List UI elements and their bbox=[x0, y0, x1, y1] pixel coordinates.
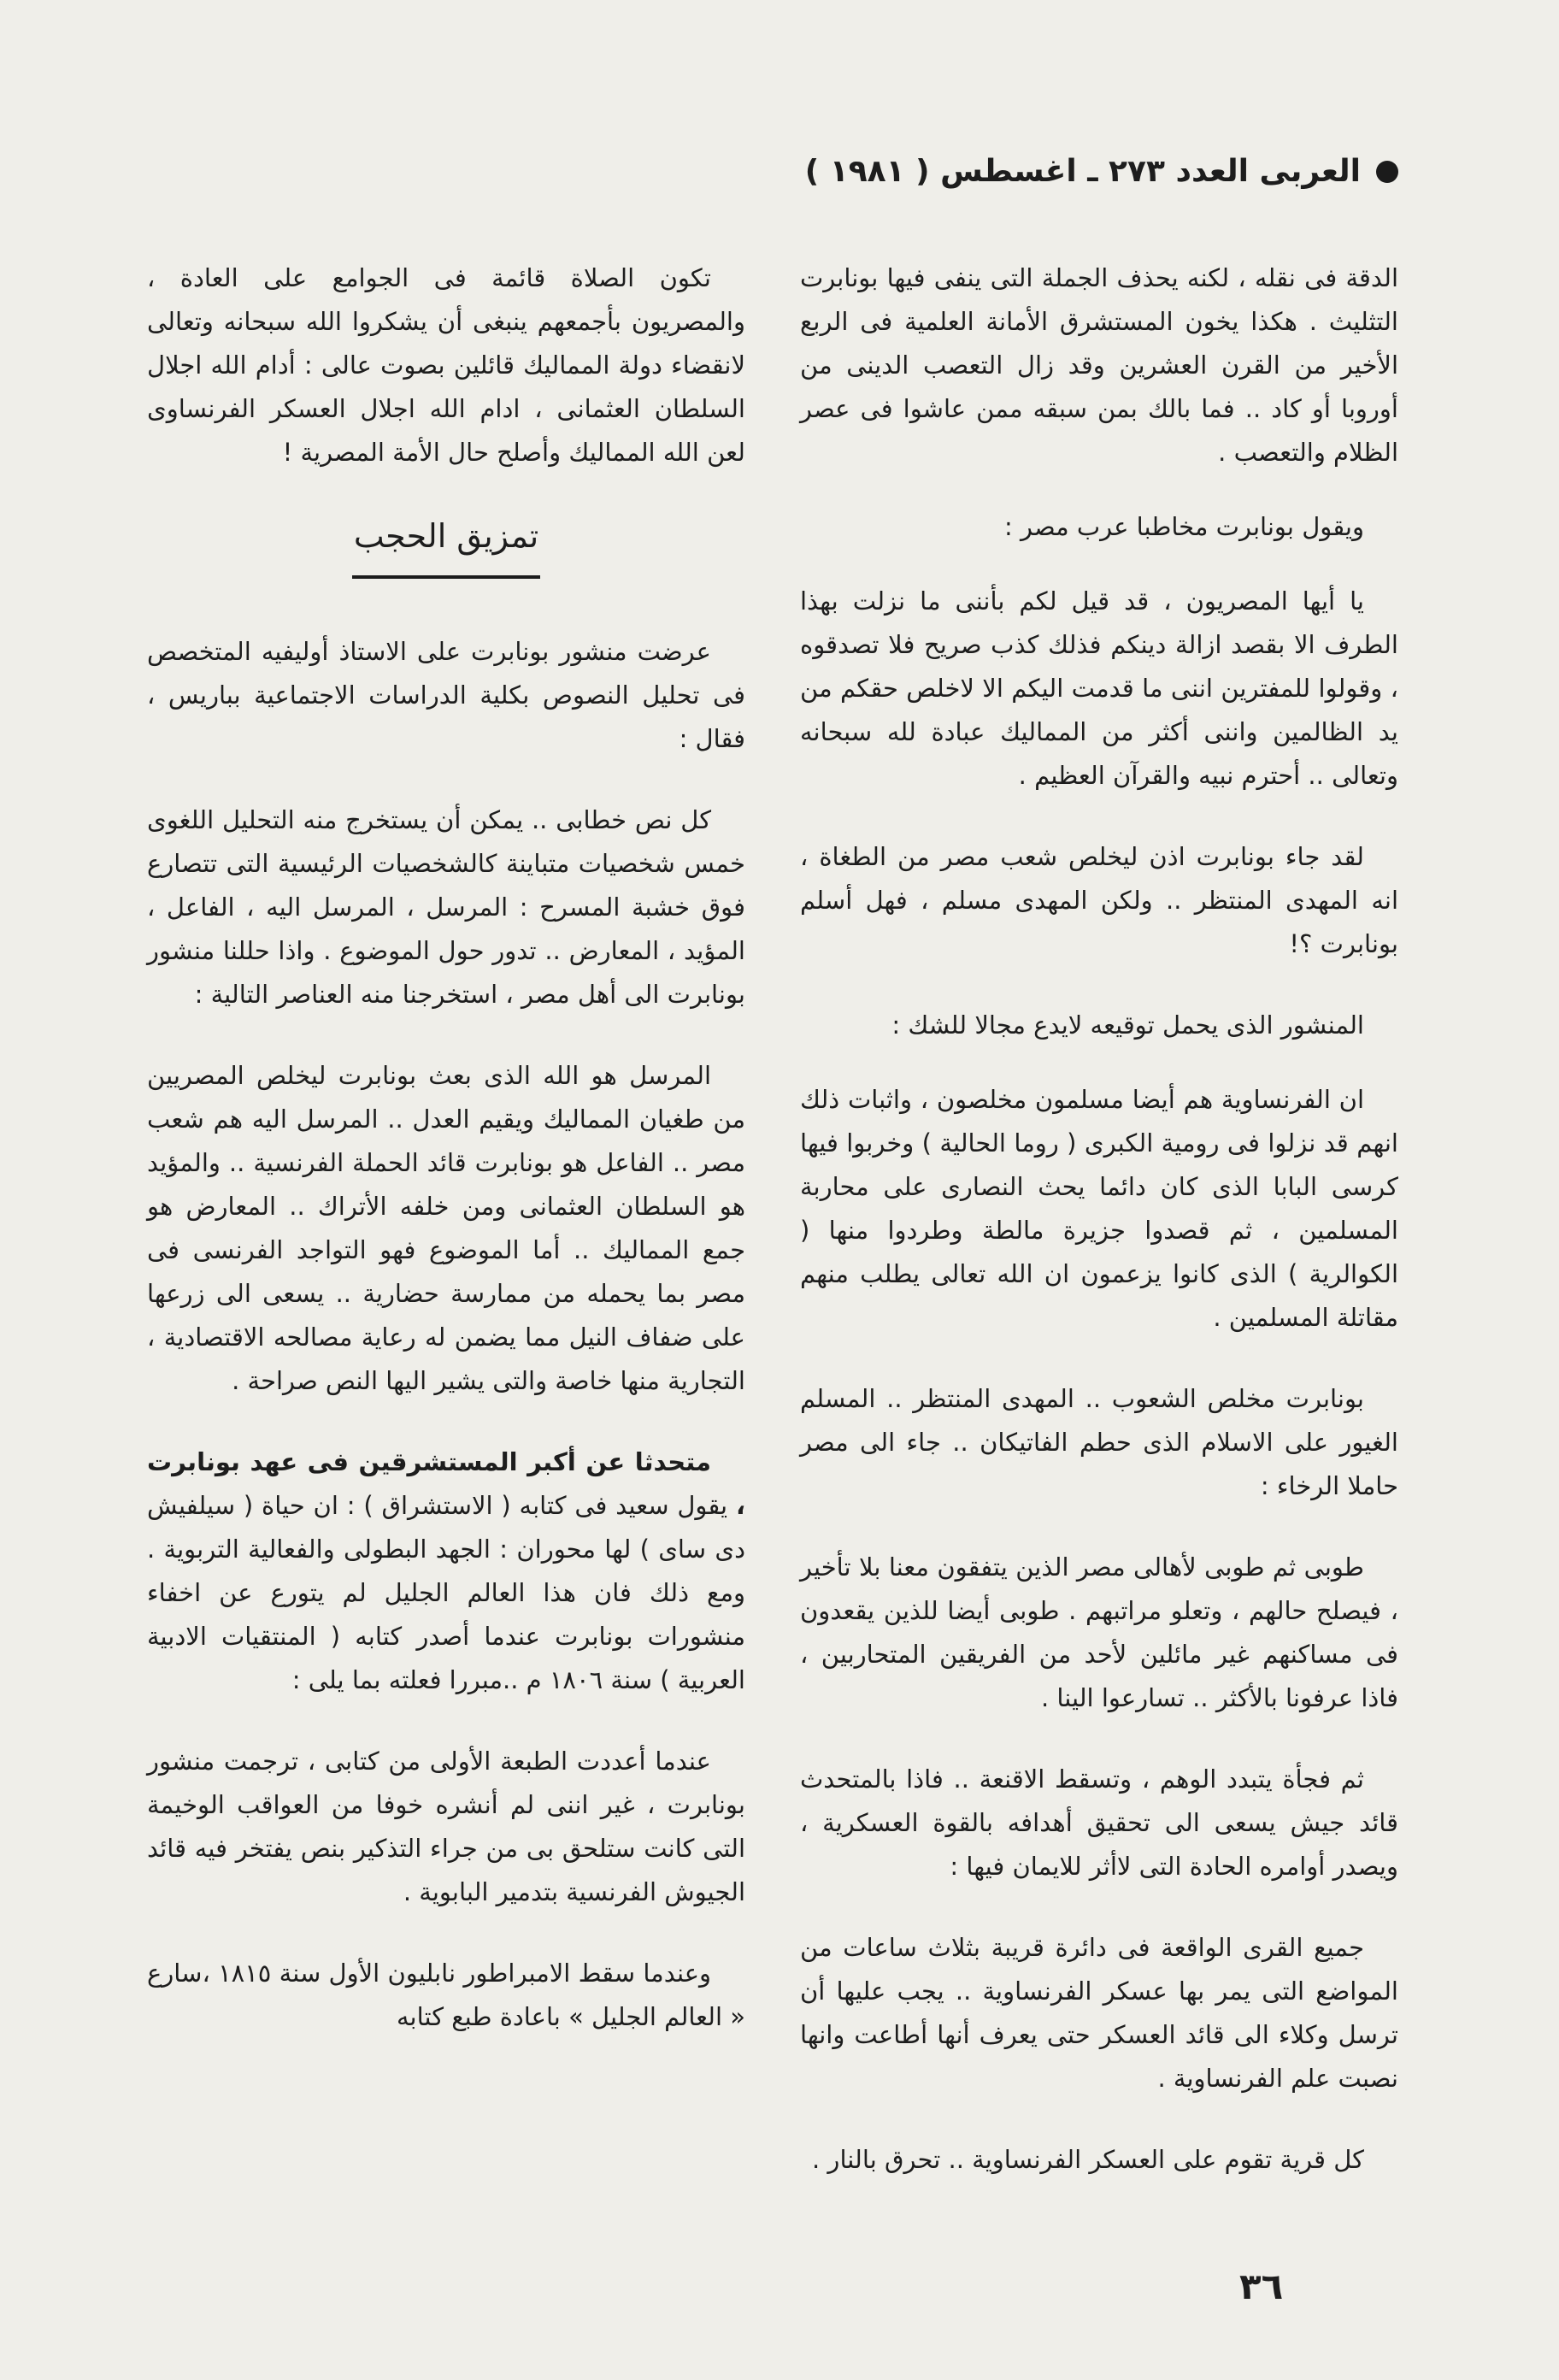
right-column bbox=[800, 256, 1398, 2219]
page-number: ٣٦ bbox=[1239, 2265, 1284, 2307]
paragraph: يا أيها المصريون ، قد قيل لكم بأننى ما نزلت بهذا الطرف الا بقصد ازالة دينكم فذلك كذب صريح فلا تصدقوه ، وقولوا للمفترين اننى ما قدمت اليكم الا لاخلص حقكم من يد الظالمين واننى أكثر من المماليك عبادة لله سبحانه وتعالى .. أحترم نبيه والقرآن العظيم . bbox=[800, 586, 1398, 790]
title-underline bbox=[352, 575, 540, 579]
paragraph: المرسل هو الله الذى بعث بونابرت ليخلص المصريين من طغيان المماليك ويقيم العدل .. المرسل اليه هم شعب مصر .. الفاعل هو بونابرت قائد الحملة الفرنسية .. والمؤيد هو السلطان العثمانى ومن خلفه الأتراك .. المعارض هو جمع المماليك .. أما الموضوع فهو التواجد الفرنسى فى مصر بما يحمله من ممارسة حضارية .. يسعى الى زرعها على ضفاف النيل مما يضمن له رعاية مصالحه الاقتصادية ، التجارية منها خاصة والتى يشير اليها النص صراحة . bbox=[147, 1061, 745, 1395]
section-title: تمزيق الحجب bbox=[353, 517, 539, 555]
paragraph: الدقة فى نقله ، لكنه يحذف الجملة التى ينفى فيها بونابرت التثليث . هكذا يخون المستشرق الأمانة العلمية فى الربع الأخير من القرن العشرين وقد زال التعصب الدينى من أوروبا أو كاد .. فما بالك بمن سبقه ممن عاشوا فى عصر الظلام والتعصب . bbox=[800, 263, 1398, 467]
paragraph: ويقول بونابرت مخاطبا عرب مصر : bbox=[1003, 512, 1364, 541]
running-header bbox=[805, 154, 1398, 189]
left-column bbox=[147, 256, 745, 2077]
paragraph: طوبى ثم طوبى لأهالى مصر الذين يتفقون معنا بلا تأخير ، فيصلح حالهم ، وتعلو مراتبهم . طوبى أيضا للذين يقعدون فى مساكنهم غير مائلين لأحد من الفريقين المتحاربين ، فاذا عرفونا بالأكثر .. تسارعوا الينا . bbox=[800, 1552, 1398, 1712]
paragraph: ثم فجأة يتبدد الوهم ، وتسقط الاقنعة .. فاذا بالمتحدث قائد جيش يسعى الى تحقيق أهدافه بالقوة العسكرية ، ويصدر أوامره الحادة التى لاأثر للايمان فيها : bbox=[800, 1764, 1398, 1881]
paragraph: عرضت منشور بونابرت على الاستاذ أوليفيه المتخصص فى تحليل النصوص بكلية الدراسات الاجتماعية بباريس ، فقال : bbox=[147, 637, 745, 753]
paragraph: لقد جاء بونابرت اذن ليخلص شعب مصر من الطغاة ، انه المهدى المنتظر .. ولكن المهدى مسلم ، فهل أسلم بونابرت ؟! bbox=[800, 842, 1398, 958]
paragraph: وعندما سقط الامبراطور نابليون الأول سنة ١٨١٥ ،سارع « العالم الجليل » باعادة طبع كتابه bbox=[147, 1959, 745, 2031]
paragraph-continuation: يقول سعيد فى كتابه ( الاستشراق ) : ان حياة ( سيلفيش دى ساى ) لها محوران : الجهد البطولى والفعالية التربوية . ومع ذلك فان هذا العالم الجليل لم يتورع عن اخفاء منشورات بونابرت عندما أصدر كتابه ( المنتقيات الادبية العربية ) سنة ١٨٠٦ م ..مبررا فعلته بما يلى : bbox=[147, 1491, 745, 1694]
paragraph: المنشور الذى يحمل توقيعه لايدع مجالا للشك : bbox=[891, 1010, 1364, 1040]
paragraph: جميع القرى الواقعة فى دائرة قريبة بثلاث ساعات من المواضع التى يمر بها عسكر الفرنساوية .. يجب عليها أن ترسل وكلاء الى قائد العسكر حتى يعرف أنها أطاعت وانها نصبت علم الفرنساوية . bbox=[800, 1933, 1398, 2093]
paragraph: كل قرية تقوم على العسكر الفرنساوية .. تحرق بالنار . bbox=[812, 2145, 1364, 2174]
paragraph: بونابرت مخلص الشعوب .. المهدى المنتظر .. المسلم الغيور على الاسلام الذى حطم الفاتيكان .. جاء الى مصر حاملا الرخاء : bbox=[800, 1384, 1398, 1500]
paragraph: كل نص خطابى .. يمكن أن يستخرج منه التحليل اللغوى خمس شخصيات متباينة كالشخصيات الرئيسية التى تتصارع فوق خشبة المسرح : المرسل ، المرسل اليه ، الفاعل ، المؤيد ، المعارض .. تدور حول الموضوع . واذا حللنا منشور بونابرت الى أهل مصر ، استخرجنا منه العناصر التالية : bbox=[147, 805, 745, 1009]
header-title: العربى العدد ٢٧٣ ـ اغسطس ( ١٩٨١ ) bbox=[804, 154, 1361, 189]
header-bullet-icon bbox=[1376, 161, 1398, 183]
bold-lead-text: متحدثا عن أكبر المستشرقين فى عهد بونابرت ، bbox=[147, 1447, 746, 1520]
paragraph: تكون الصلاة قائمة فى الجوامع على العادة ، والمصريون بأجمعهم ينبغى أن يشكروا الله سبحانه وتعالى لانقضاء دولة المماليك قائلين بصوت عالى : أدام الله اجلال السلطان العثمانى ، ادام الله اجلال العسكر الفرنساوى لعن الله المماليك وأصلح حال الأمة المصرية ! bbox=[147, 263, 745, 467]
paragraph: ان الفرنساوية هم أيضا مسلمون مخلصون ، واثبات ذلك انهم قد نزلوا فى رومية الكبرى ( روما الحالية ) وخربوا فيها كرسى البابا الذى كان دائما يحث النصارى على محاربة المسلمين ، ثم قصدوا جزيرة مالطة وطردوا منها ( الكوالرية ) الذى كانوا يزعمون ان الله تعالى يطلب منهم مقاتلة المسلمين . bbox=[800, 1085, 1398, 1332]
quote-paragraph: عندما أعددت الطبعة الأولى من كتابى ، ترجمت منشور بونابرت ، غير اننى لم أنشره خوفا من العواقب الوخيمة التى كانت ستلحق بى من جراء التذكير بنص يفتخر فيه قائد الجيوش الفرنسية بتدمير البابوية . bbox=[147, 1747, 745, 1906]
paragraph bbox=[147, 1440, 745, 1702]
